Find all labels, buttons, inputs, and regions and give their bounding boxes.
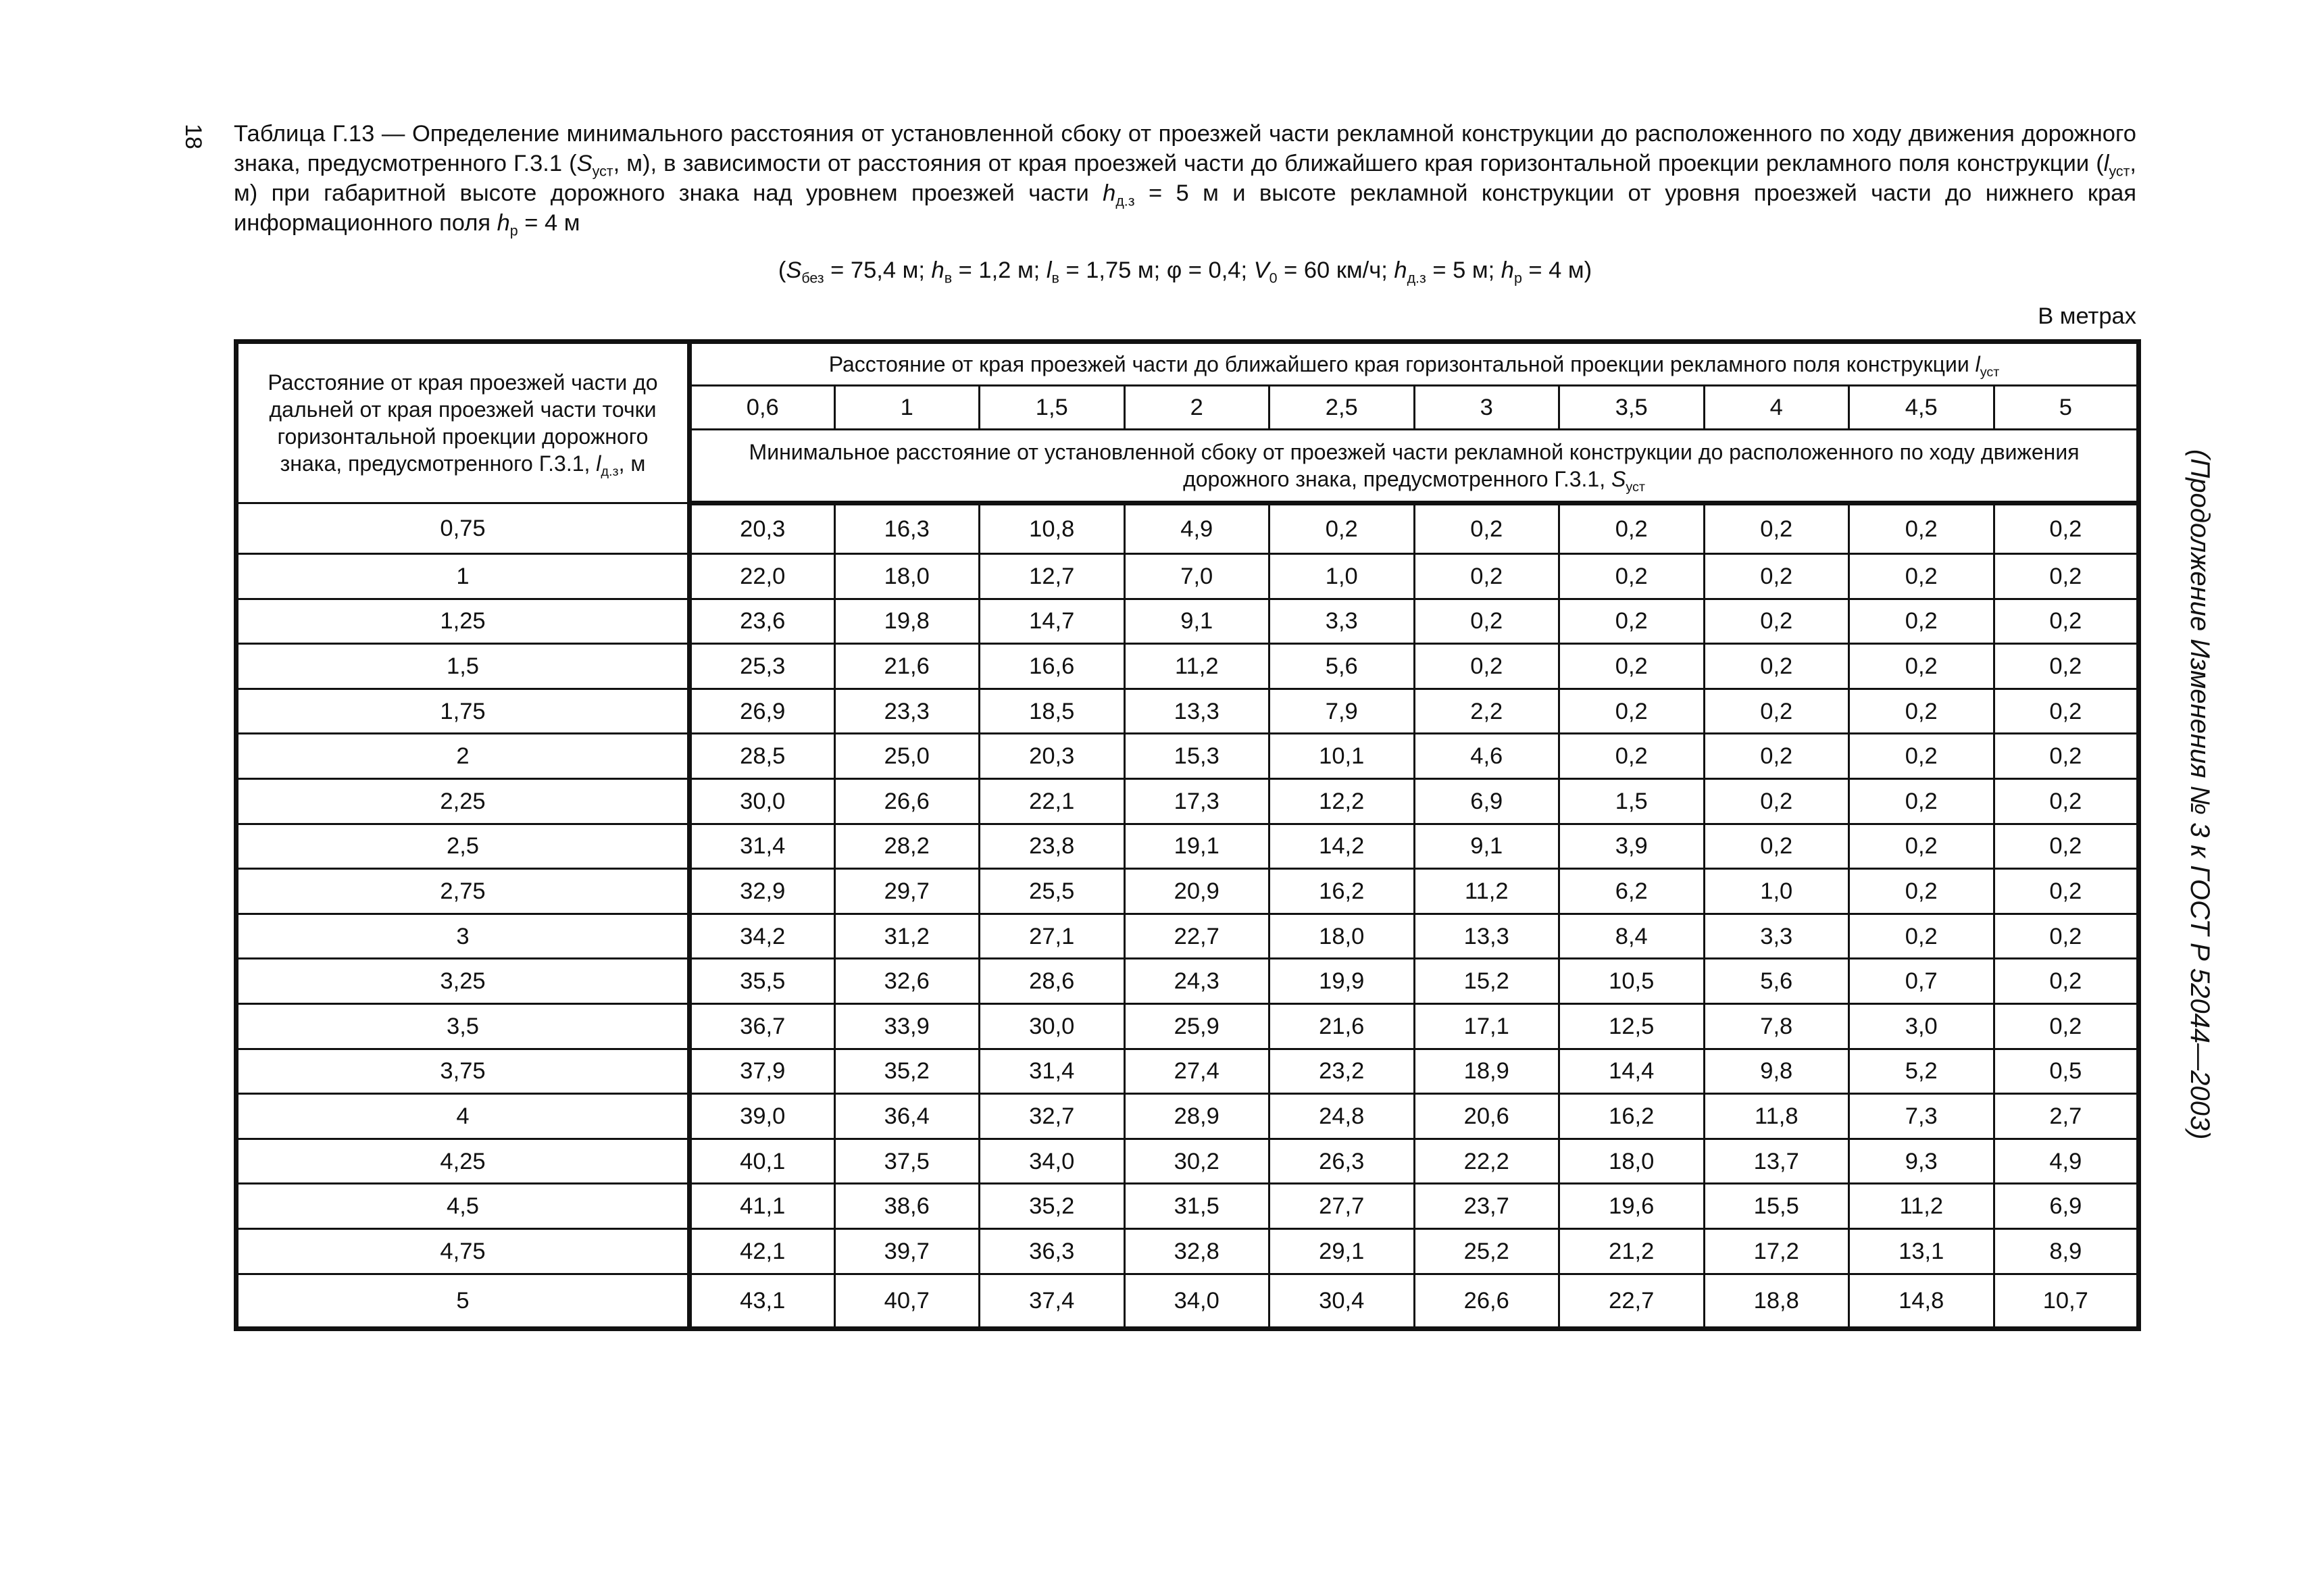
table-row bbox=[236, 959, 2139, 1004]
table-cell: 19,1 bbox=[1124, 824, 1269, 869]
params-open: ( bbox=[778, 257, 786, 283]
table-cell: 3,3 bbox=[1269, 599, 1415, 644]
column-header-value: 4,5 bbox=[1849, 386, 1994, 430]
table-cell: 0,2 bbox=[1849, 644, 1994, 689]
table-cell: 0,2 bbox=[1704, 778, 1849, 824]
table-cell: 9,3 bbox=[1849, 1139, 1994, 1184]
table-cell: 0,2 bbox=[1559, 734, 1705, 779]
parameters-line bbox=[234, 255, 2136, 285]
table-cell: 1,0 bbox=[1704, 869, 1849, 914]
table-row bbox=[236, 1228, 2139, 1274]
table-cell: 26,6 bbox=[834, 778, 980, 824]
table-row bbox=[236, 869, 2139, 914]
column-header-value: 1,5 bbox=[980, 386, 1125, 430]
table-cell: 12,5 bbox=[1559, 1003, 1705, 1049]
table-cell: 40,1 bbox=[690, 1139, 835, 1184]
table-cell: 13,7 bbox=[1704, 1139, 1849, 1184]
table-cell: 4,9 bbox=[1994, 1139, 2139, 1184]
column-header-value: 2 bbox=[1124, 386, 1269, 430]
table-cell: 32,8 bbox=[1124, 1228, 1269, 1274]
table-row bbox=[236, 1003, 2139, 1049]
table-cell: 0,2 bbox=[1704, 554, 1849, 599]
table-cell: 20,9 bbox=[1124, 869, 1269, 914]
table-cell: 17,2 bbox=[1704, 1228, 1849, 1274]
row-label: 4,25 bbox=[236, 1139, 690, 1184]
table-cell: 18,5 bbox=[980, 689, 1125, 734]
table-cell: 34,0 bbox=[1124, 1274, 1269, 1328]
param-l-v: l bbox=[1046, 257, 1052, 283]
row-label: 1,75 bbox=[236, 689, 690, 734]
table-cell: 0,2 bbox=[1559, 644, 1705, 689]
table-cell: 30,0 bbox=[980, 1003, 1125, 1049]
table-cell: 15,3 bbox=[1124, 734, 1269, 779]
table-caption bbox=[234, 119, 2136, 238]
table-cell: 0,2 bbox=[1704, 734, 1849, 779]
row-label: 3,5 bbox=[236, 1003, 690, 1049]
caption-h-subscript: д.з bbox=[1115, 193, 1135, 209]
table-cell: 27,4 bbox=[1124, 1049, 1269, 1094]
caption-part-2: , м), в зависимости от расстояния от края проезжей части до ближайшего края горизонтальной проекции рекламного поля конструкции ( bbox=[613, 151, 2104, 176]
column-header-value: 5 bbox=[1994, 386, 2139, 430]
table-cell: 37,9 bbox=[690, 1049, 835, 1094]
row-label: 4,75 bbox=[236, 1228, 690, 1274]
row-label: 1,5 bbox=[236, 644, 690, 689]
table-cell: 27,1 bbox=[980, 914, 1125, 959]
table-cell: 32,7 bbox=[980, 1094, 1125, 1139]
table-cell: 28,9 bbox=[1124, 1094, 1269, 1139]
table-cell: 28,6 bbox=[980, 959, 1125, 1004]
sub-header-subscript: уст bbox=[1626, 479, 1646, 495]
table-cell: 16,3 bbox=[834, 503, 980, 554]
table-cell: 20,3 bbox=[980, 734, 1125, 779]
table-cell: 10,8 bbox=[980, 503, 1125, 554]
table-cell: 5,6 bbox=[1704, 959, 1849, 1004]
table-row bbox=[236, 599, 2139, 644]
table-cell: 38,6 bbox=[834, 1184, 980, 1229]
table-cell: 25,5 bbox=[980, 869, 1125, 914]
row-label: 2,25 bbox=[236, 778, 690, 824]
table-cell: 0,2 bbox=[1414, 599, 1559, 644]
table-cell: 25,2 bbox=[1414, 1228, 1559, 1274]
table-cell: 1,5 bbox=[1559, 778, 1705, 824]
table-cell: 15,5 bbox=[1704, 1184, 1849, 1229]
param-h-v-value: = 1,2 м; bbox=[952, 257, 1047, 283]
row-label: 5 bbox=[236, 1274, 690, 1328]
table-cell: 11,8 bbox=[1704, 1094, 1849, 1139]
caption-hp-symbol: h bbox=[497, 210, 510, 236]
table-cell: 26,9 bbox=[690, 689, 835, 734]
table-cell: 29,1 bbox=[1269, 1228, 1415, 1274]
param-s-bez: S bbox=[786, 257, 802, 283]
table-cell: 16,2 bbox=[1269, 869, 1415, 914]
table-cell: 5,6 bbox=[1269, 644, 1415, 689]
param-h-dz-value: = 5 м; bbox=[1426, 257, 1501, 283]
param-s-bez-value: = 75,4 м; bbox=[824, 257, 932, 283]
table-cell: 0,2 bbox=[1414, 644, 1559, 689]
table-cell: 0,2 bbox=[1849, 824, 1994, 869]
table-cell: 22,7 bbox=[1559, 1274, 1705, 1328]
table-cell: 22,0 bbox=[690, 554, 835, 599]
table-cell: 0,2 bbox=[1849, 503, 1994, 554]
table-cell: 10,1 bbox=[1269, 734, 1415, 779]
table-cell: 7,8 bbox=[1704, 1003, 1849, 1049]
table-row bbox=[236, 824, 2139, 869]
table-row bbox=[236, 554, 2139, 599]
table-cell: 0,2 bbox=[1559, 599, 1705, 644]
sub-header-symbol: S bbox=[1611, 467, 1626, 491]
table-cell: 1,0 bbox=[1269, 554, 1415, 599]
row-label: 3,25 bbox=[236, 959, 690, 1004]
table-cell: 0,2 bbox=[1994, 599, 2139, 644]
caption-h-symbol: h bbox=[1103, 180, 1116, 206]
table-cell: 5,2 bbox=[1849, 1049, 1994, 1094]
table-cell: 7,0 bbox=[1124, 554, 1269, 599]
table-cell: 39,7 bbox=[834, 1228, 980, 1274]
table-cell: 43,1 bbox=[690, 1274, 835, 1328]
table-cell: 0,2 bbox=[1559, 554, 1705, 599]
param-v0-sub: 0 bbox=[1269, 270, 1278, 286]
table-cell: 35,2 bbox=[834, 1049, 980, 1094]
table-cell: 33,9 bbox=[834, 1003, 980, 1049]
table-cell: 31,4 bbox=[690, 824, 835, 869]
corner-header bbox=[236, 342, 690, 503]
top-header bbox=[690, 342, 2139, 386]
table-cell: 18,0 bbox=[834, 554, 980, 599]
table-cell: 39,0 bbox=[690, 1094, 835, 1139]
row-label: 3 bbox=[236, 914, 690, 959]
column-header-value: 3 bbox=[1414, 386, 1559, 430]
table-cell: 32,6 bbox=[834, 959, 980, 1004]
table-cell: 0,2 bbox=[1849, 914, 1994, 959]
table-cell: 13,3 bbox=[1414, 914, 1559, 959]
table-cell: 0,2 bbox=[1414, 503, 1559, 554]
table-cell: 25,3 bbox=[690, 644, 835, 689]
table-cell: 20,3 bbox=[690, 503, 835, 554]
caption-part-5: = 4 м bbox=[518, 210, 580, 236]
table-cell: 19,8 bbox=[834, 599, 980, 644]
corner-header-unit: , м bbox=[618, 451, 646, 476]
caption-hp-subscript: р bbox=[509, 222, 518, 239]
table-cell: 13,1 bbox=[1849, 1228, 1994, 1274]
row-label: 2,75 bbox=[236, 869, 690, 914]
column-header-value: 2,5 bbox=[1269, 386, 1415, 430]
table-cell: 0,5 bbox=[1994, 1049, 2139, 1094]
table-cell: 21,6 bbox=[1269, 1003, 1415, 1049]
table-cell: 11,2 bbox=[1849, 1184, 1994, 1229]
caption-part-4: = 5 м и высоте рекламной конструкции от уровня проезжей части до нижнего края информационного поля bbox=[234, 180, 2136, 236]
table-cell: 31,2 bbox=[834, 914, 980, 959]
param-h-dz-sub: д.з bbox=[1407, 270, 1426, 286]
table-cell: 3,3 bbox=[1704, 914, 1849, 959]
param-h-dz: h bbox=[1394, 257, 1407, 283]
table-cell: 0,2 bbox=[1994, 689, 2139, 734]
table-row bbox=[236, 503, 2139, 554]
table-cell: 37,5 bbox=[834, 1139, 980, 1184]
table-cell: 35,5 bbox=[690, 959, 835, 1004]
table-cell: 0,2 bbox=[1994, 914, 2139, 959]
table-cell: 20,6 bbox=[1414, 1094, 1559, 1139]
table-cell: 41,1 bbox=[690, 1184, 835, 1229]
table-cell: 16,6 bbox=[980, 644, 1125, 689]
table-cell: 2,2 bbox=[1414, 689, 1559, 734]
table-cell: 0,2 bbox=[1994, 959, 2139, 1004]
table-cell: 0,2 bbox=[1849, 734, 1994, 779]
table-cell: 14,2 bbox=[1269, 824, 1415, 869]
table-cell: 37,4 bbox=[980, 1274, 1125, 1328]
table-cell: 24,8 bbox=[1269, 1094, 1415, 1139]
table-cell: 23,8 bbox=[980, 824, 1125, 869]
table-cell: 23,2 bbox=[1269, 1049, 1415, 1094]
table-cell: 18,0 bbox=[1269, 914, 1415, 959]
page-number: 18 bbox=[180, 124, 206, 149]
table-cell: 2,7 bbox=[1994, 1094, 2139, 1139]
table-cell: 0,2 bbox=[1994, 554, 2139, 599]
table-cell: 22,7 bbox=[1124, 914, 1269, 959]
param-h-v-sub: в bbox=[944, 270, 953, 286]
table-cell: 21,6 bbox=[834, 644, 980, 689]
corner-header-text: Расстояние от края проезжей части до дальней от края проезжей части точки горизонтальной проекции дорожного знака, предусмотренного Г.3.1, bbox=[268, 370, 658, 476]
table-cell: 0,2 bbox=[1994, 503, 2139, 554]
table-cell: 18,9 bbox=[1414, 1049, 1559, 1094]
table-cell: 8,9 bbox=[1994, 1228, 2139, 1274]
table-cell: 14,4 bbox=[1559, 1049, 1705, 1094]
table-cell: 7,9 bbox=[1269, 689, 1415, 734]
sub-header-text: Минимальное расстояние от установленной сбоку от проезжей части рекламной конструкции до расположенного по ходу движения дорожного знака, предусмотренного Г.3.1, bbox=[749, 440, 2080, 491]
table-cell: 6,9 bbox=[1414, 778, 1559, 824]
param-v0-value: = 60 км/ч; bbox=[1277, 257, 1394, 283]
table-row bbox=[236, 644, 2139, 689]
table-cell: 32,9 bbox=[690, 869, 835, 914]
table-cell: 17,3 bbox=[1124, 778, 1269, 824]
table-cell: 0,2 bbox=[1849, 599, 1994, 644]
table-cell: 19,9 bbox=[1269, 959, 1415, 1004]
table-row bbox=[236, 778, 2139, 824]
table-cell: 42,1 bbox=[690, 1228, 835, 1274]
table-cell: 0,2 bbox=[1704, 824, 1849, 869]
table-cell: 25,9 bbox=[1124, 1003, 1269, 1049]
distance-table bbox=[234, 339, 2141, 1331]
table-cell: 23,6 bbox=[690, 599, 835, 644]
table-cell: 18,0 bbox=[1559, 1139, 1705, 1184]
caption-l-symbol: l bbox=[2103, 151, 2109, 176]
top-header-text: Расстояние от края проезжей части до ближайшего края горизонтальной проекции рекламного поля конструкции bbox=[828, 352, 1976, 376]
table-cell: 15,2 bbox=[1414, 959, 1559, 1004]
units-label: В метрах bbox=[2038, 303, 2136, 329]
table-cell: 12,2 bbox=[1269, 778, 1415, 824]
table-cell: 4,9 bbox=[1124, 503, 1269, 554]
table-cell: 7,3 bbox=[1849, 1094, 1994, 1139]
caption-s-symbol: S bbox=[576, 151, 593, 176]
table-row bbox=[236, 734, 2139, 779]
side-note: (Продолжение Изменения № 3 к ГОСТ Р 52044—2003) bbox=[2185, 449, 2215, 1140]
table-cell: 8,4 bbox=[1559, 914, 1705, 959]
caption-part-3: , м) при габаритной высоте дорожного знака над уровнем проезжей части bbox=[234, 151, 2136, 206]
table-cell: 16,2 bbox=[1559, 1094, 1705, 1139]
row-label: 1,25 bbox=[236, 599, 690, 644]
column-header-value: 4 bbox=[1704, 386, 1849, 430]
row-label: 3,75 bbox=[236, 1049, 690, 1094]
table-cell: 21,2 bbox=[1559, 1228, 1705, 1274]
table-cell: 30,2 bbox=[1124, 1139, 1269, 1184]
table-cell: 0,2 bbox=[1704, 689, 1849, 734]
caption-part-1: Таблица Г.13 — Определение минимального расстояния от установленной сбоку от проезжей части рекламной конструкции до расположенного по ходу движения дорожного знака, предусмотренного Г.3.1 ( bbox=[234, 121, 2136, 176]
corner-header-symbol: l bbox=[596, 451, 601, 476]
table-cell: 22,2 bbox=[1414, 1139, 1559, 1184]
table-row bbox=[236, 689, 2139, 734]
table-cell: 23,7 bbox=[1414, 1184, 1559, 1229]
table-cell: 28,5 bbox=[690, 734, 835, 779]
table-cell: 9,1 bbox=[1414, 824, 1559, 869]
table-cell: 11,2 bbox=[1414, 869, 1559, 914]
param-s-bez-sub: без bbox=[801, 270, 824, 286]
table-cell: 6,9 bbox=[1994, 1184, 2139, 1229]
table-cell: 3,9 bbox=[1559, 824, 1705, 869]
table-cell: 0,2 bbox=[1994, 869, 2139, 914]
table-cell: 9,1 bbox=[1124, 599, 1269, 644]
table-cell: 4,6 bbox=[1414, 734, 1559, 779]
table-cell: 0,2 bbox=[1269, 503, 1415, 554]
table-cell: 26,3 bbox=[1269, 1139, 1415, 1184]
table-cell: 10,7 bbox=[1994, 1274, 2139, 1328]
table-cell: 36,3 bbox=[980, 1228, 1125, 1274]
table-cell: 0,2 bbox=[1559, 503, 1705, 554]
table-cell: 0,2 bbox=[1559, 689, 1705, 734]
table-cell: 3,0 bbox=[1849, 1003, 1994, 1049]
table-cell: 0,2 bbox=[1994, 1003, 2139, 1049]
table-cell: 26,6 bbox=[1414, 1274, 1559, 1328]
table-cell: 31,5 bbox=[1124, 1184, 1269, 1229]
table-cell: 0,2 bbox=[1849, 778, 1994, 824]
table-cell: 0,2 bbox=[1994, 778, 2139, 824]
table-cell: 0,2 bbox=[1849, 554, 1994, 599]
table-cell: 11,2 bbox=[1124, 644, 1269, 689]
header-row-top bbox=[236, 342, 2139, 386]
param-v0: V bbox=[1253, 257, 1269, 283]
table-cell: 0,7 bbox=[1849, 959, 1994, 1004]
table-cell: 14,7 bbox=[980, 599, 1125, 644]
table-cell: 27,7 bbox=[1269, 1184, 1415, 1229]
table-cell: 24,3 bbox=[1124, 959, 1269, 1004]
table-cell: 0,2 bbox=[1414, 554, 1559, 599]
column-header-value: 3,5 bbox=[1559, 386, 1705, 430]
table-cell: 31,4 bbox=[980, 1049, 1125, 1094]
table-cell: 30,4 bbox=[1269, 1274, 1415, 1328]
table-cell: 22,1 bbox=[980, 778, 1125, 824]
table-cell: 40,7 bbox=[834, 1274, 980, 1328]
table-cell: 34,2 bbox=[690, 914, 835, 959]
table-cell: 0,2 bbox=[1849, 689, 1994, 734]
param-h-p-value: = 4 м) bbox=[1521, 257, 1592, 283]
caption-l-subscript: уст bbox=[2109, 163, 2130, 180]
table-row bbox=[236, 1049, 2139, 1094]
table-cell: 30,0 bbox=[690, 778, 835, 824]
row-label: 1 bbox=[236, 554, 690, 599]
table-cell: 35,2 bbox=[980, 1184, 1125, 1229]
table-cell: 36,4 bbox=[834, 1094, 980, 1139]
table-row bbox=[236, 1139, 2139, 1184]
table-cell: 28,2 bbox=[834, 824, 980, 869]
column-header-value: 0,6 bbox=[690, 386, 835, 430]
table-cell: 18,8 bbox=[1704, 1274, 1849, 1328]
table-cell: 0,2 bbox=[1994, 644, 2139, 689]
param-h-v: h bbox=[931, 257, 945, 283]
param-h-p-sub: р bbox=[1513, 270, 1522, 286]
table-row bbox=[236, 1094, 2139, 1139]
table-cell: 36,7 bbox=[690, 1003, 835, 1049]
table-cell: 10,5 bbox=[1559, 959, 1705, 1004]
table-row bbox=[236, 1274, 2139, 1328]
table-cell: 0,2 bbox=[1994, 734, 2139, 779]
table-cell: 19,6 bbox=[1559, 1184, 1705, 1229]
table-row bbox=[236, 914, 2139, 959]
table-cell: 13,3 bbox=[1124, 689, 1269, 734]
top-header-subscript: уст bbox=[1980, 364, 2000, 380]
table-cell: 0,2 bbox=[1849, 869, 1994, 914]
table-cell: 9,8 bbox=[1704, 1049, 1849, 1094]
row-label: 2,5 bbox=[236, 824, 690, 869]
table-cell: 6,2 bbox=[1559, 869, 1705, 914]
table-cell: 29,7 bbox=[834, 869, 980, 914]
column-header-value: 1 bbox=[834, 386, 980, 430]
table-cell: 25,0 bbox=[834, 734, 980, 779]
param-l-v-sub: в bbox=[1051, 270, 1059, 286]
param-l-v-value: = 1,75 м; φ = 0,4; bbox=[1059, 257, 1254, 283]
table-row bbox=[236, 1184, 2139, 1229]
table-cell: 23,3 bbox=[834, 689, 980, 734]
table-cell: 12,7 bbox=[980, 554, 1125, 599]
top-header-symbol: l bbox=[1975, 352, 1980, 376]
caption-s-subscript: уст bbox=[592, 163, 613, 180]
param-h-p: h bbox=[1501, 257, 1514, 283]
table-cell: 0,2 bbox=[1704, 644, 1849, 689]
sub-header bbox=[690, 430, 2139, 503]
table-cell: 0,2 bbox=[1704, 599, 1849, 644]
row-label: 2 bbox=[236, 734, 690, 779]
table-cell: 0,2 bbox=[1704, 503, 1849, 554]
row-label: 4,5 bbox=[236, 1184, 690, 1229]
row-label: 4 bbox=[236, 1094, 690, 1139]
table-cell: 14,8 bbox=[1849, 1274, 1994, 1328]
row-label: 0,75 bbox=[236, 503, 690, 554]
table-cell: 0,2 bbox=[1994, 824, 2139, 869]
table-cell: 17,1 bbox=[1414, 1003, 1559, 1049]
table-cell: 34,0 bbox=[980, 1139, 1125, 1184]
corner-header-subscript: д.з bbox=[601, 464, 619, 479]
